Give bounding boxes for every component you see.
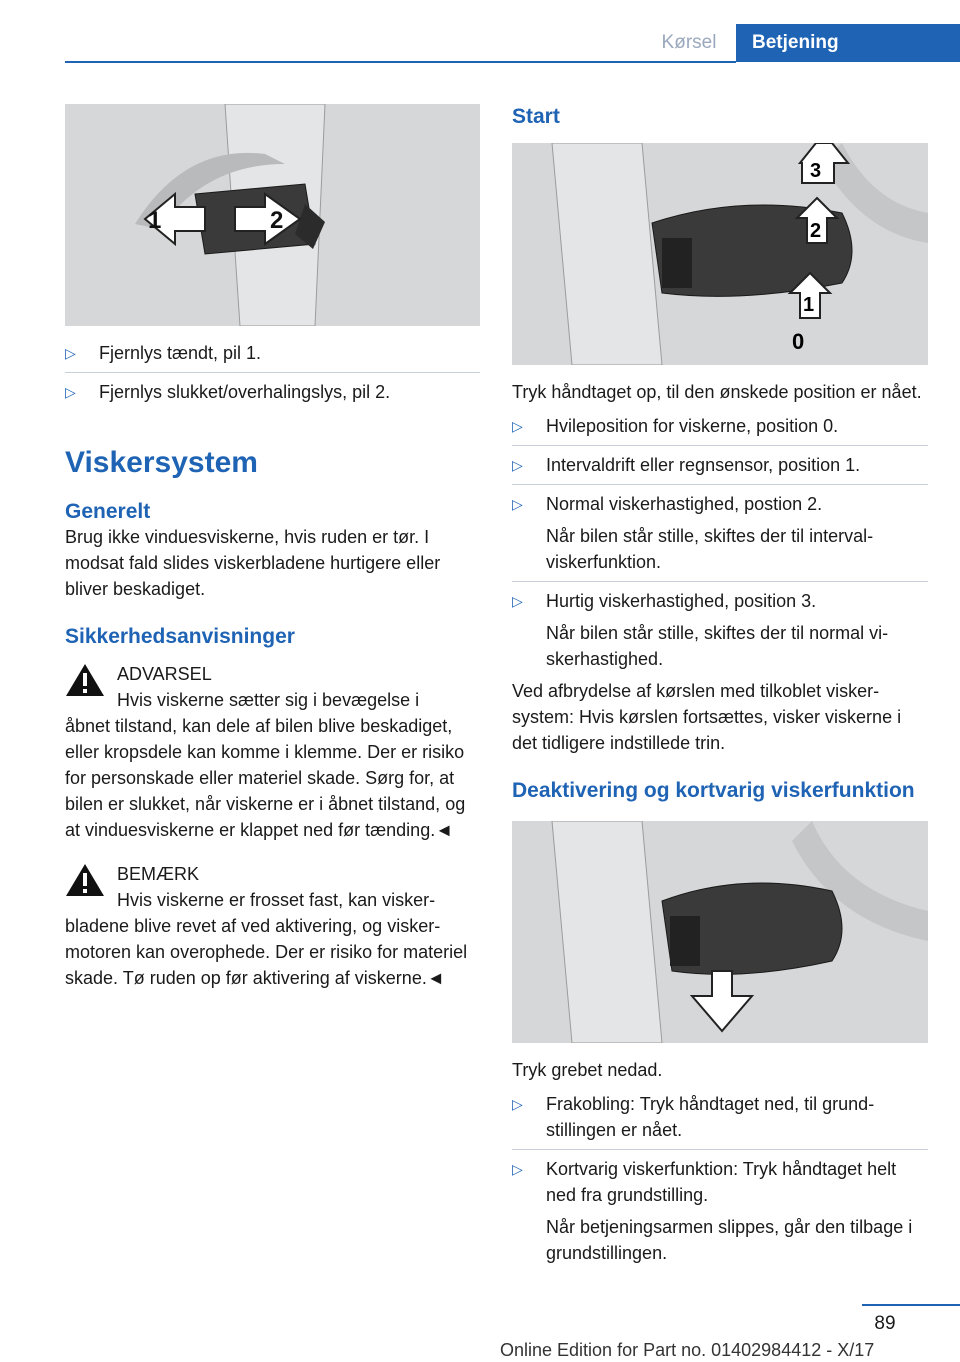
list-item: ▷ Frakobling: Tryk håndtaget ned, til grundstillingen er nået.: [512, 1091, 928, 1143]
bullet-triangle-icon: ▷: [512, 457, 523, 473]
list-item: ▷ Fjernlys tændt, pil 1.: [65, 340, 480, 366]
position-0-label: 0: [792, 329, 805, 354]
warning-label: BEMÆRK: [117, 864, 200, 884]
list-item: ▷ Kortvarig viskerfunktion: Tryk håndtaget helt ned fra grundstilling. Når betjeningsarmen slippes, går den tilbage i grundstillingen.: [512, 1156, 928, 1266]
subsection-title-generelt: Generelt: [65, 500, 151, 523]
list-item: ▷ Intervaldrift eller regnsensor, position 1.: [512, 452, 928, 478]
divider: [512, 484, 928, 485]
svg-text:3: 3: [810, 160, 822, 182]
tab-korsel[interactable]: Kørsel: [661, 32, 717, 53]
warning-text: åbnet tilstand, kan dele af bilen blive beskadiget, eller kropsdele kan komme i klemme. Der er risiko for personskade eller materiel skade. Sørg for, at bilen er slukket, når viskerne er i åbnet tilstand, og at vinduesviskerne er klappet ned før tænding.◄: [65, 716, 466, 840]
start-text: Tryk håndtaget op, til den ønskede position er nået.: [512, 382, 922, 402]
divider: [512, 1149, 928, 1150]
warning-text: bladene blive revet af ved aktivering, og viskermotoren kan overophede. Der er risiko for materiel skade. Tø ruden op før aktivering af viskerne.◄: [65, 916, 468, 988]
svg-text:1: 1: [148, 207, 162, 234]
bullet-triangle-icon: ▷: [512, 496, 523, 512]
list-item: ▷ Normal viskerhastighed, postion 2. Når bilen står stille, skiftes der til intervalviskerfunktion.: [512, 491, 928, 575]
warning-first-line: Hvis viskerne sætter sig i bevægelse i: [117, 690, 420, 710]
interrupt-text: Ved afbrydelse af kørslen med tilkoblet viskersystem: Hvis kørslen fortsættes, visker viskerne i det tidligere indstillede trin.: [512, 681, 902, 753]
list-item: ▷ Fjernlys slukket/overhalingslys, pil 2.: [65, 379, 480, 405]
general-text: Brug ikke vinduesviskerne, hvis ruden er tør. I modsat fald slides viskerbladene hurtigere eller bliver beskadiget.: [65, 527, 441, 599]
high-beam-list: [65, 340, 480, 405]
bullet-triangle-icon: ▷: [65, 345, 76, 361]
figure-wiper-positions: [512, 143, 928, 365]
subsection-title-safety: Sikkerhedsanvisninger: [65, 625, 295, 648]
warning-advarsel: [65, 661, 480, 843]
bullet-triangle-icon: ▷: [512, 1161, 523, 1177]
figure-wiper-down: [512, 821, 928, 1043]
page-number: 89: [874, 1313, 896, 1334]
press-text: Tryk grebet nedad.: [512, 1060, 663, 1080]
bullet-triangle-icon: ▷: [512, 593, 523, 609]
bullet-triangle-icon: ▷: [512, 418, 523, 434]
section-title: Viskersystem: [65, 446, 258, 479]
warning-bemaerk: [65, 861, 480, 991]
warning-triangle-icon: [65, 663, 105, 697]
deactivate-title: Deaktivering og kortvarig viskerfunktion: [512, 779, 915, 802]
deactivate-list: [512, 1091, 928, 1266]
footer-edition: Online Edition for Part no. 01402984412 - X/17: [500, 1340, 875, 1360]
warning-first-line: Hvis viskerne er frosset fast, kan visker-: [117, 890, 436, 910]
divider: [65, 372, 480, 373]
divider: [512, 445, 928, 446]
list-item: ▷ Hurtig viskerhastighed, position 3. Når bilen står stille, skiftes der til normal viskerhastighed.: [512, 588, 928, 672]
svg-text:2: 2: [270, 207, 284, 234]
warning-label: ADVARSEL: [117, 664, 212, 684]
left-column: [65, 104, 480, 991]
start-list: [512, 413, 928, 672]
figure-high-beam-lever: [65, 104, 480, 326]
divider: [512, 581, 928, 582]
bullet-triangle-icon: ▷: [65, 384, 76, 400]
tab-betjening[interactable]: Betjening: [736, 24, 960, 62]
start-title: Start: [512, 105, 560, 128]
right-column: [512, 104, 928, 1272]
footer-rule: [862, 1304, 960, 1306]
list-item: ▷ Hvileposition for viskerne, position 0.: [512, 413, 928, 439]
svg-text:2: 2: [810, 220, 822, 242]
svg-text:1: 1: [803, 294, 815, 316]
warning-triangle-icon: [65, 863, 105, 897]
bullet-triangle-icon: ▷: [512, 1096, 523, 1112]
header-rule: [65, 61, 736, 63]
